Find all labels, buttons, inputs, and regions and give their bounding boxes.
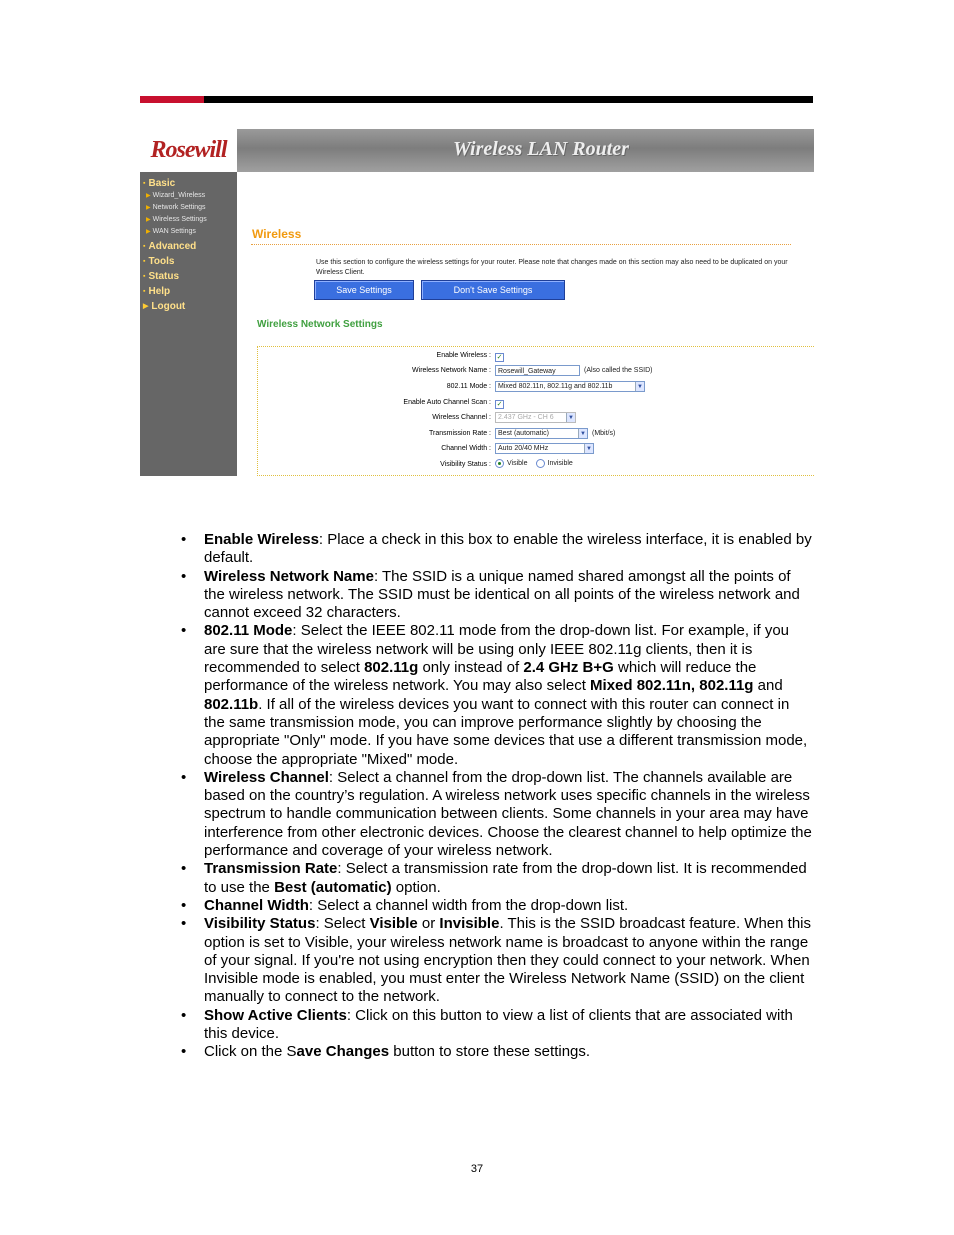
nav-label: WAN Settings xyxy=(152,228,196,235)
row-auto-scan xyxy=(258,397,814,411)
bullet-icon: ▪ xyxy=(143,258,146,265)
emphasis: Visible xyxy=(369,915,418,933)
emphasis: ave Changes xyxy=(296,1043,390,1061)
field-descriptions-list xyxy=(204,531,814,1062)
router-screenshot xyxy=(140,129,814,476)
mode-select[interactable] xyxy=(495,381,645,392)
field-value xyxy=(495,459,573,468)
row-wireless-channel xyxy=(258,412,814,426)
arrow-icon: ▶ xyxy=(146,217,151,223)
term: Visibility Status xyxy=(204,915,316,933)
field-value xyxy=(495,365,652,376)
page-title: Wireless xyxy=(252,227,302,241)
row-enable-wireless xyxy=(258,350,814,364)
network-name-input[interactable]: Rosewill_Gateway xyxy=(495,365,580,376)
description: which will reduce the performance of the wireless network. You may also select xyxy=(204,659,757,695)
field-value xyxy=(495,350,504,362)
arrow-icon: ▶ xyxy=(146,193,151,199)
nav-label: Wireless Settings xyxy=(152,216,207,223)
arrow-icon: ▶ xyxy=(146,205,151,211)
invisible-radio[interactable] xyxy=(536,459,545,468)
logo-text: Rosewill xyxy=(150,137,227,163)
wireless-settings-panel xyxy=(257,346,814,476)
tx-rate-select[interactable] xyxy=(495,428,588,439)
row-tx-rate xyxy=(258,428,814,442)
header-rule-black xyxy=(204,96,813,103)
description: Click on the S xyxy=(204,1043,297,1061)
field-label: Transmission Rate : xyxy=(429,430,491,437)
nav-label: Logout xyxy=(151,301,186,312)
description: : Select a transmission rate from the drop-down list. It is recommended to use the xyxy=(204,860,807,896)
enable-wireless-checkbox[interactable]: ✓ xyxy=(496,354,503,361)
term: Show Active Clients xyxy=(204,1006,347,1024)
description: : Select the IEEE 802.11 mode from the drop-down list. For example, if you are sure that the wireless network will be using only IEEE 802.11g clients, then it is recommended to select xyxy=(204,622,790,677)
term: Transmission Rate xyxy=(204,860,338,878)
nav-basic[interactable] xyxy=(143,178,175,189)
term: Enable Wireless xyxy=(204,531,319,548)
nav-wireless-settings[interactable] xyxy=(146,216,207,223)
description: : Select a channel from the drop-down list. The channels available are based on the country’s regulation. A wireless network uses specific channels in the wireless spectrum to handle communication between clients. Some channels in your area may have interference from other electronic devices. Choose the clearest channel to help optimize the performance and coverage of your wireless network. xyxy=(204,768,812,860)
description: : Select xyxy=(315,915,370,933)
nav-wizard-wireless[interactable] xyxy=(146,192,205,199)
field-label: Enable Wireless : xyxy=(436,352,491,359)
field-value xyxy=(495,443,594,454)
field-label: 802.11 Mode : xyxy=(446,383,491,390)
emphasis: Invisible xyxy=(439,915,500,933)
select-value: Auto 20/40 MHz xyxy=(498,445,549,452)
sidebar xyxy=(140,172,237,476)
arrow-icon: ▶ xyxy=(143,303,149,310)
description: : Click on this button to view a list of clients that are associated with this device. xyxy=(204,1006,793,1043)
nav-logout[interactable] xyxy=(143,301,185,312)
bullet-icon: ▪ xyxy=(143,243,146,250)
description: option. xyxy=(391,878,441,896)
nav-advanced[interactable] xyxy=(143,241,196,252)
bullet-icon: ▪ xyxy=(143,288,146,295)
field-note: (Mbit/s) xyxy=(592,430,616,437)
dont-save-settings-button[interactable]: Don't Save Settings xyxy=(421,280,565,300)
list-item xyxy=(204,897,814,915)
nav-network-settings[interactable] xyxy=(146,204,206,211)
router-content xyxy=(237,172,814,476)
list-item xyxy=(204,860,814,897)
description: . This is the SSID broadcast feature. When this option is set to Visible, your wireless network name is broadcast to anyone within the range of your signal. If you're not using encryption then they could connect to your network. When Invisible mode is enabled, you must enter the Wireless Network Name (SSID) on the client manually to connect to the network. xyxy=(204,915,811,1006)
field-value xyxy=(495,397,504,409)
description: only instead of xyxy=(418,659,524,677)
description: : Place a check in this box to enable the wireless interface, it is enabled by default. xyxy=(204,531,812,567)
radio-label: Invisible xyxy=(547,460,573,467)
emphasis: 802.11g xyxy=(364,659,419,677)
list-item xyxy=(204,1043,814,1061)
list-item xyxy=(204,1007,814,1044)
nav-label: Help xyxy=(148,286,171,297)
description: button to store these settings. xyxy=(389,1043,591,1061)
nav-label: Network Settings xyxy=(152,204,206,211)
list-item xyxy=(204,915,814,1006)
field-value xyxy=(495,428,615,439)
nav-tools[interactable] xyxy=(143,256,174,267)
chevron-down-icon: ▼ xyxy=(578,429,587,438)
select-value: Mixed 802.11n, 802.11g and 802.11b xyxy=(498,383,613,390)
bullet-icon: ▪ xyxy=(143,180,146,187)
page-number: 37 xyxy=(470,1163,484,1175)
field-label: Wireless Network Name : xyxy=(412,367,491,374)
chevron-down-icon: ▼ xyxy=(566,413,575,422)
chevron-down-icon: ▼ xyxy=(635,382,644,391)
header-rule-red xyxy=(140,96,204,103)
emphasis: 802.11b xyxy=(204,695,259,713)
term: Wireless Channel xyxy=(204,768,329,786)
list-item xyxy=(204,531,814,568)
list-item xyxy=(204,568,814,623)
channel-width-select[interactable] xyxy=(495,443,594,454)
router-title: Wireless LAN Router xyxy=(453,138,629,160)
header-rule xyxy=(140,96,813,103)
emphasis: Best (automatic) xyxy=(274,878,392,896)
row-network-name xyxy=(258,365,814,379)
field-note: (Also called the SSID) xyxy=(584,367,653,374)
nav-wan-settings[interactable] xyxy=(146,228,196,235)
logo xyxy=(140,129,237,172)
nav-label: Basic xyxy=(148,178,176,189)
emphasis: Mixed 802.11n, 802.11g xyxy=(590,677,754,695)
row-channel-width xyxy=(258,443,814,457)
select-value: 2.437 GHz - CH 6 xyxy=(498,414,554,421)
emphasis: 2.4 GHz B+G xyxy=(523,659,614,677)
nav-label: Wizard_Wireless xyxy=(152,192,206,199)
description: : The SSID is a unique named shared amongst all the points of the wireless network. The SSID must be identical on all points of the wireless network and cannot exceed 32 characters. xyxy=(204,567,800,622)
auto-scan-checkbox[interactable]: ✓ xyxy=(496,401,503,408)
save-settings-button[interactable]: Save Settings xyxy=(314,280,414,300)
chevron-down-icon: ▼ xyxy=(584,444,593,453)
visible-radio[interactable] xyxy=(495,459,504,468)
nav-label: Advanced xyxy=(148,241,197,252)
nav-help[interactable] xyxy=(143,286,170,297)
section-title: Wireless Network Settings xyxy=(257,319,383,330)
page-description: Use this section to configure the wireless settings for your router. Please note that changes made on this section may also need to be duplicated on your Wireless Client. xyxy=(316,259,788,276)
radio-label: Visible xyxy=(507,460,528,467)
term: Wireless Network Name xyxy=(204,567,374,585)
field-value xyxy=(495,412,576,423)
field-label: Channel Width : xyxy=(441,445,491,452)
row-visibility xyxy=(258,459,814,473)
term: 802.11 Mode xyxy=(204,622,293,640)
list-item xyxy=(204,769,814,860)
nav-label: Status xyxy=(148,271,180,282)
field-label: Wireless Channel : xyxy=(432,414,491,421)
description: . If all of the wireless devices you want to connect with this router can connect in the same transmission mode, you can improve performance slightly by choosing the appropriate "Only" mode. If you have some devices that use a different transmission mode, choose the appropriate "Mixed" mode. xyxy=(204,695,808,768)
field-label: Enable Auto Channel Scan : xyxy=(403,399,491,406)
description: or xyxy=(417,915,440,933)
row-80211-mode xyxy=(258,381,814,395)
field-value xyxy=(495,381,645,392)
description: : Select a channel width from the drop-down list. xyxy=(308,896,629,914)
arrow-icon: ▶ xyxy=(146,229,151,235)
nav-status[interactable] xyxy=(143,271,179,282)
title-divider xyxy=(251,244,791,245)
bullet-icon: ▪ xyxy=(143,273,146,280)
description: and xyxy=(753,677,783,695)
term: Channel Width xyxy=(204,896,309,914)
router-header xyxy=(140,129,814,172)
select-value: Best (automatic) xyxy=(498,430,549,437)
list-item xyxy=(204,622,814,768)
field-label: Visibility Status : xyxy=(440,461,491,468)
channel-select[interactable] xyxy=(495,412,576,423)
nav-label: Tools xyxy=(148,256,175,267)
